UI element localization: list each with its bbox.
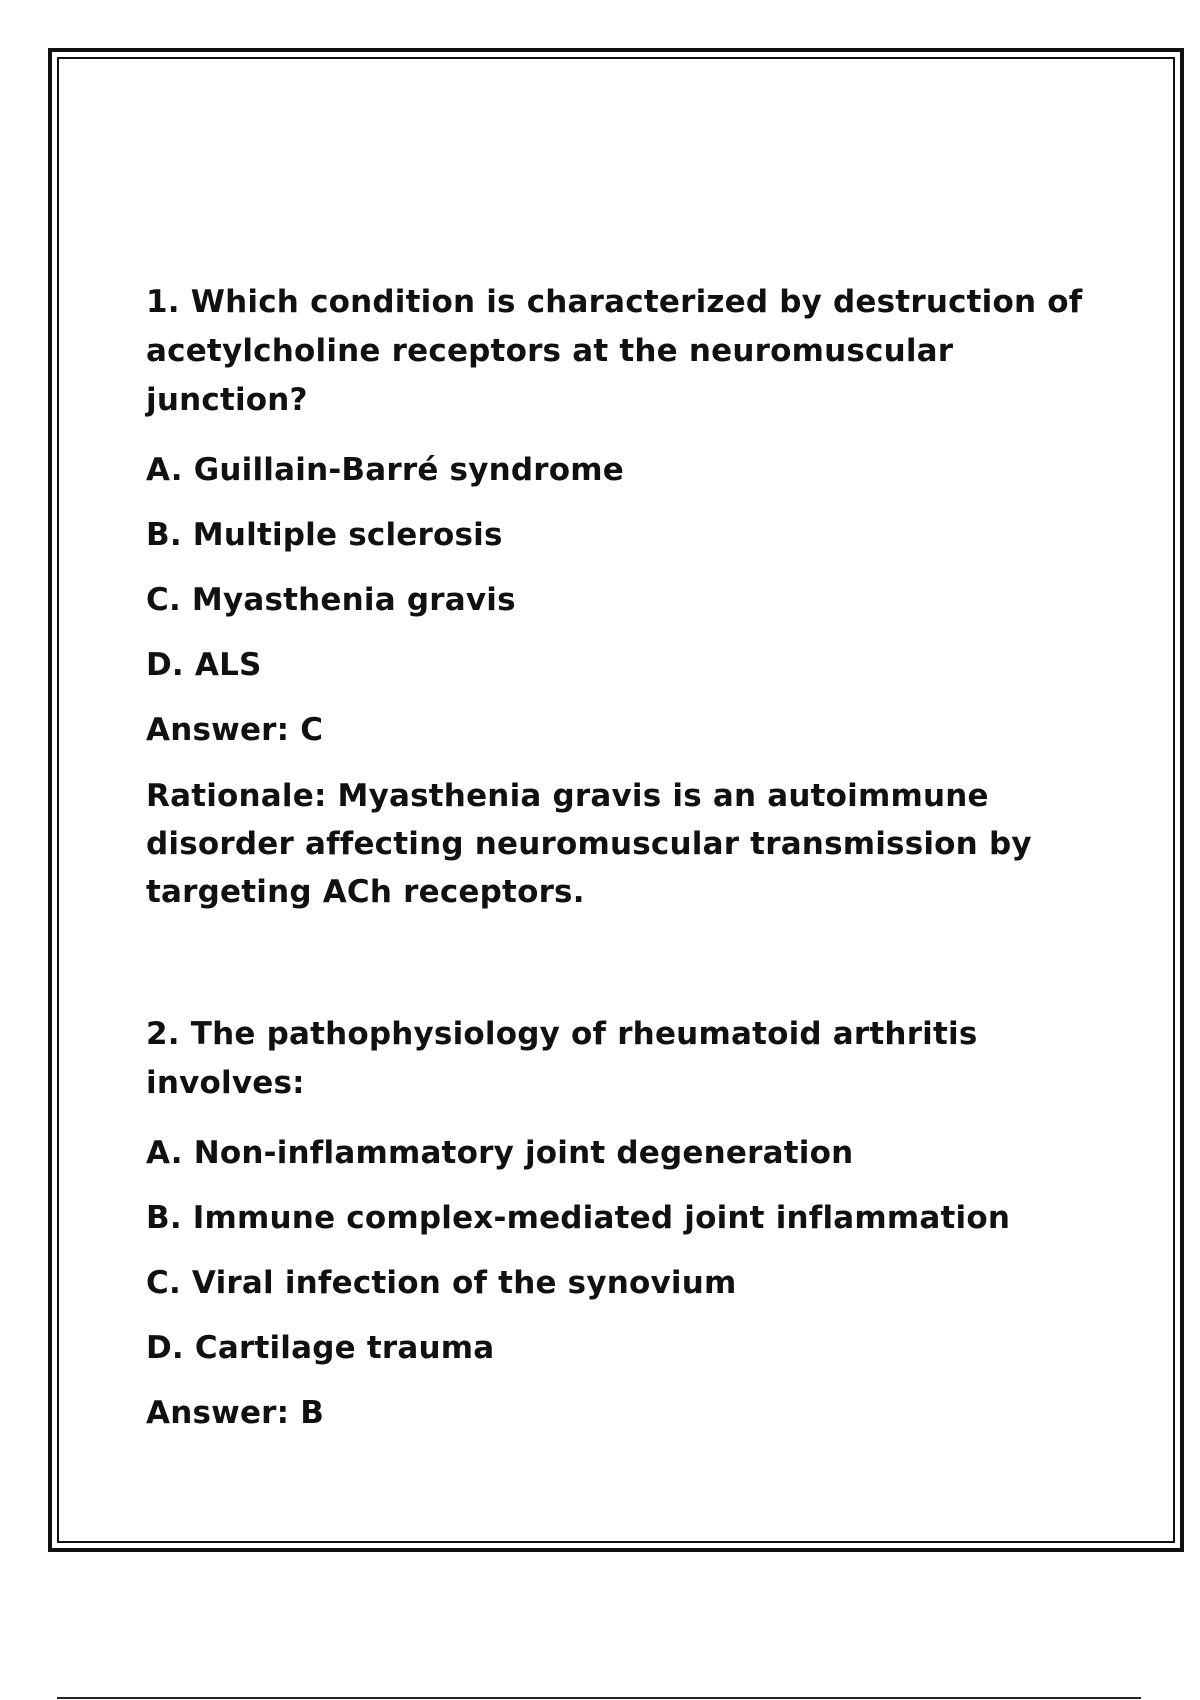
question-1-answer: Answer: C (146, 712, 324, 748)
question-1-stem: 1. Which condition is characterized by destruction of acetylcholine receptors at the neuromuscular junction? (146, 284, 1083, 418)
question-2-option-c: C. Viral infection of the synovium (146, 1265, 737, 1301)
question-2-option-a: A. Non-inflammatory joint degeneration (146, 1135, 854, 1171)
question-1 (146, 278, 1106, 916)
question-2 (146, 1010, 1106, 1433)
question-1-option-b: B. Multiple sclerosis (146, 517, 503, 553)
question-1-option-d: D. ALS (146, 647, 262, 683)
question-2-answer: Answer: B (146, 1395, 325, 1431)
question-2-option-b: B. Immune complex-mediated joint inflammation (146, 1200, 1011, 1236)
footer-divider (57, 1697, 1141, 1699)
question-1-option-a: A. Guillain-Barré syndrome (146, 452, 624, 488)
question-2-stem: 2. The pathophysiology of rheumatoid arthritis involves: (146, 1016, 978, 1101)
question-2-option-d: D. Cartilage trauma (146, 1330, 495, 1366)
question-1-rationale: Rationale: Myasthenia gravis is an autoimmune disorder affecting neuromuscular transmission by targeting ACh receptors. (146, 778, 1032, 910)
question-1-option-c: C. Myasthenia gravis (146, 582, 516, 618)
question-list (146, 278, 1106, 1433)
